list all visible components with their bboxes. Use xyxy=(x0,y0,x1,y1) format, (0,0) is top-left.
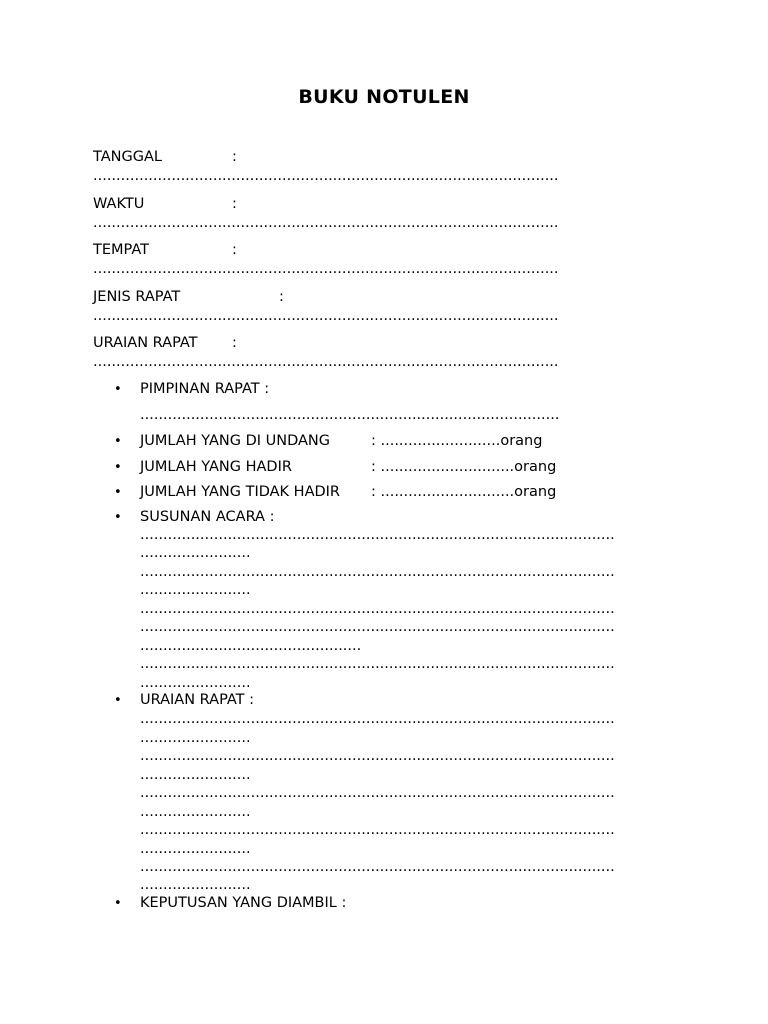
jumlah-tidak-hadir-value: : .............................orang xyxy=(371,484,557,500)
uraian-rapat-label: URAIAN RAPAT : xyxy=(140,692,255,708)
uraian-line: ....................................................................................................... xyxy=(140,822,615,838)
pimpinan-label: PIMPINAN RAPAT : xyxy=(140,381,270,397)
field-jenis-rapat-dots: ..................................................................................................... xyxy=(93,308,559,324)
bullet-jumlah-diundang: • xyxy=(114,434,122,449)
susunan-line: ....................................................................................................... xyxy=(140,619,615,635)
field-uraian-rapat-colon: : xyxy=(232,335,237,351)
field-uraian-rapat-dots: ..................................................................................................... xyxy=(93,354,559,370)
uraian-line: ........................ xyxy=(140,841,251,857)
jumlah-diundang-label: JUMLAH YANG DI UNDANG xyxy=(140,433,331,449)
field-waktu-colon: : xyxy=(232,196,237,212)
bullet-pimpinan: • xyxy=(114,382,122,397)
uraian-line: ........................ xyxy=(140,730,251,746)
jumlah-diundang-value: : ..........................orang xyxy=(371,433,543,449)
uraian-line: ....................................................................................................... xyxy=(140,859,615,875)
field-tanggal-colon: : xyxy=(232,149,237,165)
bullet-keputusan: • xyxy=(114,896,122,911)
field-tanggal-label: TANGGAL xyxy=(93,149,162,165)
bullet-susunan-acara: • xyxy=(114,510,122,525)
field-uraian-rapat-label: URAIAN RAPAT xyxy=(93,335,198,351)
susunan-line: ........................ xyxy=(140,582,251,598)
bullet-uraian-rapat: • xyxy=(114,693,122,708)
bullet-jumlah-tidak-hadir: • xyxy=(114,485,122,500)
uraian-line: ........................ xyxy=(140,877,251,893)
uraian-line: ........................ xyxy=(140,804,251,820)
susunan-line: ........................ xyxy=(140,675,251,691)
field-waktu-label: WAKTU xyxy=(93,196,145,212)
susunan-line: ....................................................................................................... xyxy=(140,564,615,580)
bullet-jumlah-hadir: • xyxy=(114,460,122,475)
field-jenis-rapat-label: JENIS RAPAT xyxy=(93,289,181,305)
uraian-line: ....................................................................................................... xyxy=(140,748,615,764)
uraian-line: ....................................................................................................... xyxy=(140,711,615,727)
field-tempat-colon: : xyxy=(232,242,237,258)
jumlah-hadir-value: : .............................orang xyxy=(371,459,557,475)
jumlah-tidak-hadir-label: JUMLAH YANG TIDAK HADIR xyxy=(140,484,341,500)
jumlah-hadir-label: JUMLAH YANG HADIR xyxy=(140,459,292,475)
field-tempat-label: TEMPAT xyxy=(93,242,149,258)
field-tanggal-dots: ..................................................................................................... xyxy=(93,168,559,184)
susunan-line: ........................ xyxy=(140,545,251,561)
document-title: BUKU NOTULEN xyxy=(298,86,470,108)
susunan-line: ................................................ xyxy=(140,638,362,654)
field-waktu-dots: ..................................................................................................... xyxy=(93,215,559,231)
field-tempat-dots: ..................................................................................................... xyxy=(93,261,559,277)
susunan-acara-label: SUSUNAN ACARA : xyxy=(140,509,275,525)
keputusan-label: KEPUTUSAN YANG DIAMBIL : xyxy=(140,895,347,911)
uraian-line: ....................................................................................................... xyxy=(140,785,615,801)
susunan-line: ....................................................................................................... xyxy=(140,527,615,543)
pimpinan-dots: ........................................................................................... xyxy=(140,407,560,423)
susunan-line: ....................................................................................................... xyxy=(140,601,615,617)
uraian-line: ........................ xyxy=(140,767,251,783)
susunan-line: ....................................................................................................... xyxy=(140,656,615,672)
field-jenis-rapat-colon: : xyxy=(279,289,284,305)
